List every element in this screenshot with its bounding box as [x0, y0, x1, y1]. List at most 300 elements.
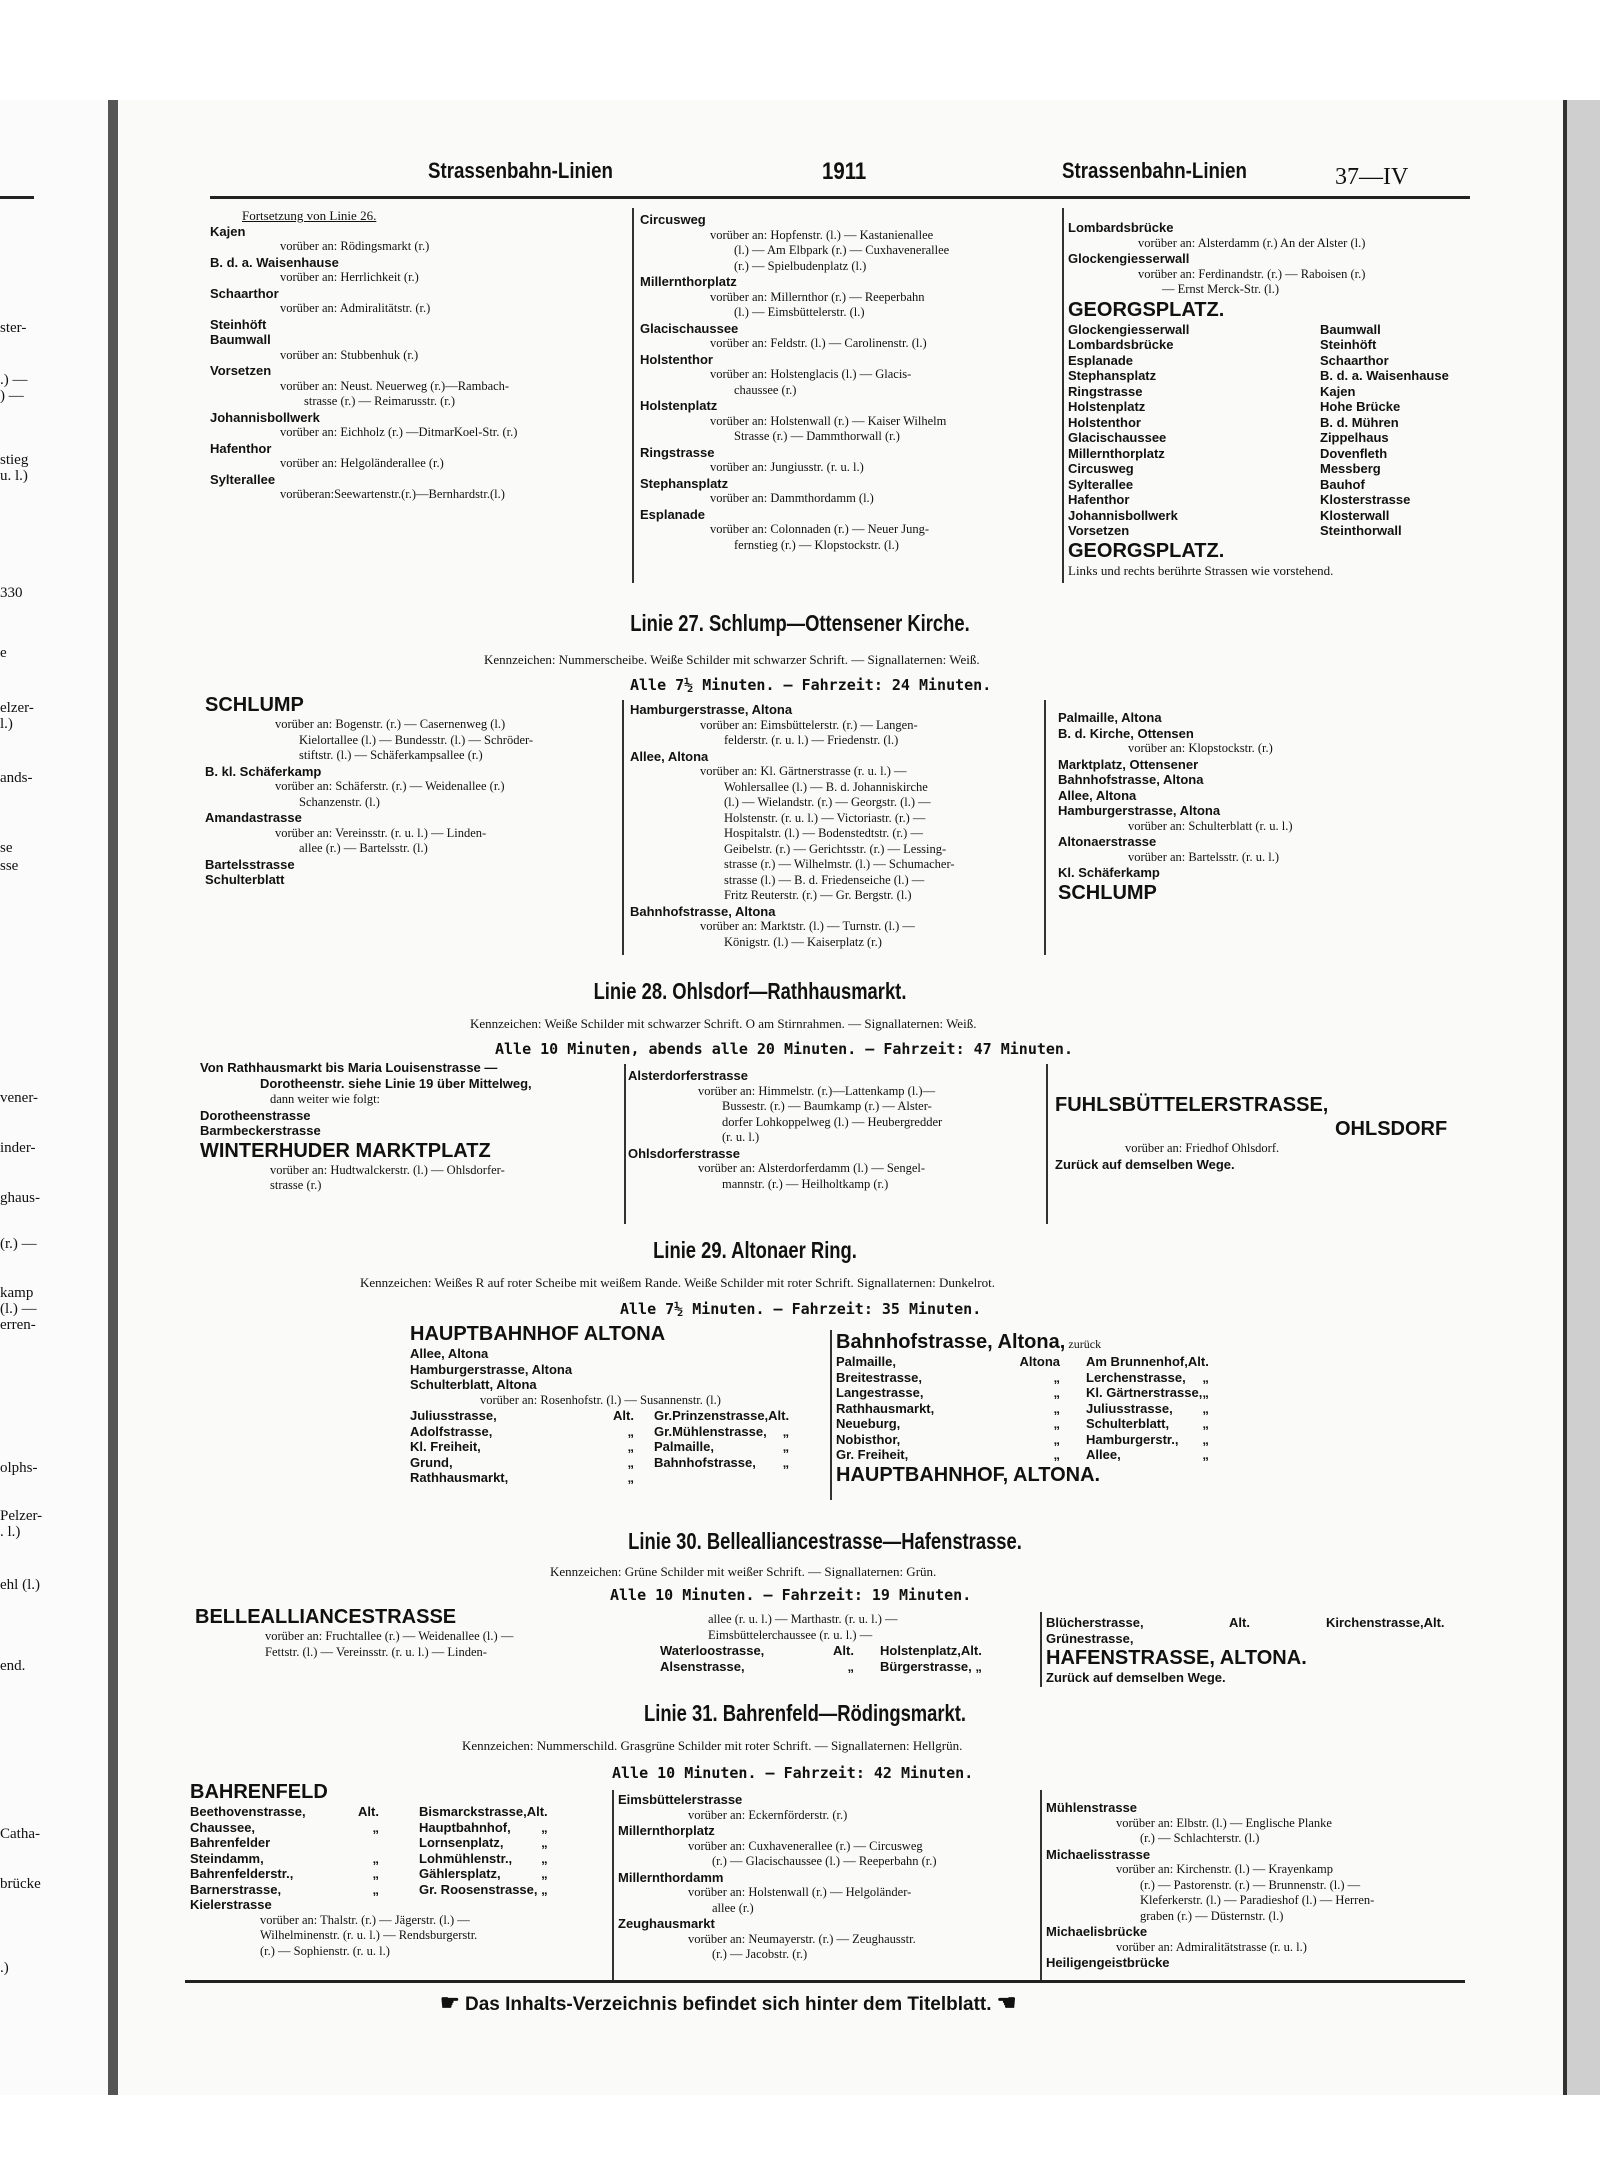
stop-town: Altona — [1019, 1354, 1060, 1369]
via: strasse (l.) — B. d. Friedenseiche (l.) — — [724, 872, 925, 887]
via: Bussestr. (r.) — Baumkamp (r.) — Alster- — [722, 1099, 932, 1113]
stop: Hamburgerstrasse, Altona — [410, 1361, 573, 1377]
stop-major: OHLSDORF — [1335, 1118, 1448, 1140]
via: vorüber an: Hudtwalckerstr. (l.) — Ohlsdorfer- — [270, 1162, 505, 1177]
stop-row — [836, 1401, 1066, 1417]
line27-alle: Alle 7½ Minuten. — Fahrzeit: 24 Minuten. — [630, 676, 992, 694]
stop: Steinhöft — [1320, 337, 1377, 352]
stop: Schaarthor — [210, 285, 279, 301]
stop-row — [836, 1370, 1066, 1386]
stop-name: Neueburg, — [836, 1416, 901, 1431]
via: vorüber an: Holstenwall (r.) — Helgoländer- — [688, 1885, 912, 1899]
line29-alle: Alle 7½ Minuten. — Fahrzeit: 35 Minuten. — [620, 1300, 982, 1318]
line28-col2 — [628, 1068, 1048, 1192]
stop-row — [660, 1643, 860, 1659]
footer-note — [440, 1990, 1017, 2016]
stop-town: Alt. — [768, 1408, 790, 1423]
stop-name: Schulterblatt, — [1086, 1416, 1170, 1431]
stop: Esplanade — [1068, 352, 1134, 368]
via: vorüber an: Jungiusstr. (r. u. l.) — [710, 460, 864, 474]
stop-name: Gr.Prinzenstrasse, — [654, 1408, 769, 1423]
stop: Michaelisbrücke — [1046, 1924, 1148, 1939]
stop-town: „ — [1202, 1369, 1209, 1385]
stop-major: Bahnhofstrasse, Altona, — [836, 1331, 1066, 1353]
stop-town: „ — [372, 1850, 379, 1866]
via: (r.) — Sophienstr. (r. u. l.) — [260, 1943, 390, 1958]
stop: Hafenthor — [210, 440, 272, 456]
bottom-margin — [118, 2095, 1600, 2177]
line28-alle: Alle 10 Minuten, abends alle 20 Minuten. — Fahrzeit: 47 Minuten. — [495, 1040, 1073, 1058]
stop-row — [654, 1424, 795, 1440]
stop-town: „ — [541, 1881, 548, 1897]
line29-kennzeichen: Kennzeichen: Weißes R auf roter Scheibe mit weißem Rande. Weiße Schilder mit roter Schrift. Signallaternen: Dunkelrot. — [360, 1275, 995, 1290]
stop-name: Kl. Freiheit, — [410, 1439, 481, 1454]
via: strasse (r.) — Wilhelmstr. (l.) — Schumacher- — [724, 857, 955, 871]
stop-row — [1086, 1416, 1215, 1432]
stop-name: Lerchenstrasse, — [1086, 1369, 1186, 1385]
stop: Millernthorplatz — [1068, 445, 1165, 461]
via: Geibelstr. (r.) — Gerichtsstr. (r.) — Lessing- — [724, 841, 947, 856]
stop-town: „ — [1053, 1369, 1060, 1385]
stop: Michaelisstrasse — [1046, 1846, 1151, 1862]
via: vorüber an: Cuxhavenerallee (r.) — Circusweg — [688, 1838, 923, 1853]
stop: Johannisbollwerk — [1068, 507, 1178, 523]
via: Wohlersallee (l.) — B. d. Johanniskirche — [724, 779, 928, 794]
stop: Schulterblatt — [205, 872, 285, 887]
stop-row — [836, 1354, 1066, 1370]
stop-town: „ — [1053, 1431, 1060, 1447]
margin-fragment: e — [0, 645, 7, 661]
line31-alle: Alle 10 Minuten. — Fahrzeit: 42 Minuten. — [612, 1764, 974, 1782]
via: vorüber an: Fruchtallee (r.) — Weidenallee (l.) — — [265, 1629, 514, 1643]
divider — [624, 1064, 626, 1224]
stop: Mühlenstrasse — [1046, 1800, 1138, 1815]
stop: Hohe Brücke — [1320, 399, 1401, 414]
stop-row — [419, 1835, 554, 1851]
stop: Hamburgerstrasse, Altona — [630, 702, 793, 717]
line30-col3 — [1046, 1615, 1486, 1686]
stop-row — [654, 1455, 795, 1471]
continued-note: Fortsetzung von Linie 26. — [242, 208, 377, 223]
stop-name: Bahrenfelder — [190, 1835, 271, 1850]
stop-town — [1250, 1631, 1256, 1647]
stop: Lombardsbrücke — [1068, 337, 1174, 352]
stop-row — [419, 1820, 554, 1836]
stop: Baumwall — [1320, 321, 1381, 337]
end-terminus: HAFENSTRASSE, ALTONA. — [1046, 1647, 1307, 1669]
stop-row — [190, 1820, 385, 1836]
stop: Millernthorplatz — [640, 274, 737, 289]
stop: Steinhöft — [210, 316, 267, 332]
via: vorüber an: Admiralitätstr. (r.) — [280, 301, 431, 315]
stop: Heiligengeistbrücke — [1046, 1955, 1170, 1970]
stop-town: „ — [782, 1454, 790, 1470]
terminus: GEORGSPLATZ. — [1068, 539, 1225, 562]
via: allee (r.) — [712, 1900, 754, 1915]
stop-name: Lohmühlenstr., — [419, 1850, 513, 1866]
stop-row — [410, 1455, 640, 1471]
stop: B. d. a. Waisenhause — [210, 254, 339, 270]
stop-row — [410, 1408, 640, 1424]
via: vorüber an: Kl. Gärtnerstrasse (r. u. l.) — — [700, 764, 907, 778]
stop-town: „ — [1053, 1385, 1060, 1400]
via: (r.) — Pastorenstr. (r.) — Brunnenstr. (l.) — — [1140, 1877, 1361, 1892]
stop-town: Alt. — [833, 1643, 854, 1658]
via: vorüber an: Feldstr. (l.) — Carolinenstr. (l.) — [710, 336, 927, 350]
margin-fragment: sse — [0, 858, 19, 874]
via: vorüber an: Elbstr. (l.) — Englische Planke — [1116, 1815, 1332, 1830]
margin-fragment: erren- — [0, 1317, 36, 1333]
stop-row — [660, 1659, 860, 1675]
stop-town: „ — [847, 1658, 854, 1674]
via: vorüber an: Dammthordamm (l.) — [710, 491, 874, 505]
margin-fragment: ster- — [0, 320, 27, 336]
stop-row — [419, 1804, 554, 1820]
stop-name: Gr.Mühlenstrasse, — [654, 1423, 767, 1439]
stop-town: „ — [541, 1850, 548, 1866]
via: (r.) — Jacobstr. (r.) — [712, 1947, 808, 1961]
stop: B. d. a. Waisenhause — [1320, 368, 1449, 383]
stop-row — [410, 1470, 640, 1486]
stop-name: Bürgerstrasse, — [880, 1658, 972, 1674]
stop-row — [410, 1439, 640, 1455]
via: vorüber an: Neust. Neuerweg (r.)—Rambach- — [280, 378, 510, 393]
via: vorüber an: Alsterdamm (r.) An der Alster (l.) — [1138, 235, 1366, 250]
stop-name: Waterloostrasse, — [660, 1643, 765, 1658]
via: allee (r.) — Bartelsstr. (l.) — [299, 841, 428, 855]
line31-col1 — [190, 1780, 620, 1959]
stop-row — [836, 1432, 1066, 1448]
divider — [1062, 208, 1064, 583]
stop-row — [836, 1385, 1066, 1401]
margin-rule — [0, 196, 34, 199]
stop-major: FUHLSBÜTTELERSTRASSE, — [1055, 1094, 1329, 1116]
stop-town: Alt. — [526, 1804, 548, 1819]
left-page-edge — [0, 100, 118, 2095]
via: (r.) — Glacischaussee (l.) — Reeperbahn (r.) — [712, 1854, 937, 1868]
stop: Zeughausmarkt — [618, 1916, 715, 1931]
via: Kielortallee (l.) — Bundesstr. (l.) — Schröder- — [299, 732, 534, 747]
via: vorüber an: Holstenglacis (l.) — Glacis- — [710, 367, 912, 381]
via: vorüber an: Colonnaden (r.) — Neuer Jung- — [710, 522, 930, 536]
stop-town: „ — [1202, 1385, 1209, 1400]
stop: B. kl. Schäferkamp — [205, 763, 322, 779]
stop-name: Gählersplatz, — [419, 1866, 501, 1881]
via: vorüber an: Admiralitätstrasse (r. u. l.) — [1116, 1939, 1307, 1954]
via: vorüber an: Kirchenstr. (l.) — Krayenkamp — [1116, 1862, 1333, 1876]
stop: Baumwall — [210, 332, 271, 347]
stop-name: Rathhausmarkt, — [410, 1470, 509, 1485]
stop-name: Breitestrasse, — [836, 1369, 922, 1385]
end-terminus: HAUPTBAHNHOF, ALTONA. — [836, 1463, 1101, 1486]
bottom-rule — [185, 1980, 1465, 1983]
divider — [1044, 700, 1046, 955]
via: Königstr. (l.) — Kaiserplatz (r.) — [724, 934, 882, 949]
stop: Vorsetzen — [1068, 523, 1130, 538]
margin-fragment: Pelzer- — [0, 1508, 43, 1524]
stop: Millernthordamm — [618, 1869, 724, 1885]
via: vorüber an: Schäferstr. (r.) — Weidenallee (r.) — [275, 779, 505, 793]
stop-town: „ — [975, 1658, 982, 1674]
line28-col3 — [1055, 1093, 1475, 1172]
stop-name: Juliusstrasse, — [410, 1408, 497, 1423]
stop: Hafenthor — [1068, 492, 1130, 507]
via: vorüber an: Klopstockstr. (r.) — [1128, 741, 1273, 755]
margin-fragment: ands- — [0, 770, 33, 786]
margin-fragment: 330 — [0, 585, 23, 601]
margin-fragment: kamp — [0, 1285, 34, 1301]
stop-town: Alt. — [613, 1408, 634, 1423]
terminus: GEORGSPLATZ. — [1068, 298, 1225, 321]
via: vorüber an: Millernthor (r.) — Reeperbahn — [710, 289, 925, 304]
line28-kennzeichen: Kennzeichen: Weiße Schilder mit schwarzer Schrift. O am Stirnrahmen. — Signallaternen: Weiß. — [470, 1016, 977, 1031]
stop-name: Grünestrasse, — [1046, 1630, 1134, 1646]
stop-row — [654, 1439, 795, 1455]
stop-row — [419, 1866, 554, 1882]
stop: Allee, Altona — [630, 748, 709, 764]
stop-row — [836, 1447, 1066, 1463]
via: Schanzenstr. (l.) — [299, 794, 380, 809]
via: vorüber an: Marktstr. (l.) — Turnstr. (l.) — — [700, 919, 915, 933]
route-note: Von Rathhausmarkt bis Maria Louisenstrasse — — [200, 1060, 498, 1075]
via: vorüber an: Holstenwall (r.) — Kaiser Wilhelm — [710, 413, 947, 428]
stop: Palmaille, Altona — [1058, 710, 1162, 725]
stop: Kielerstrasse — [190, 1897, 272, 1912]
line31-kennzeichen: Kennzeichen: Nummerschild. Grasgrüne Schilder mit roter Schrift. — Signallaternen: Hellgrün. — [462, 1738, 963, 1753]
stop: Dovenfleth — [1320, 445, 1388, 461]
via: vorüber an: Eimsbüttelerstr. (r.) — Langen- — [700, 717, 918, 732]
stop-row — [190, 1835, 385, 1851]
stop-town: „ — [782, 1439, 790, 1454]
stop: Glacischaussee — [640, 320, 739, 336]
line31-title: Linie 31. Bahrenfeld—Rödingsmarkt. — [643, 1700, 967, 1726]
stop-town: Alt. — [1229, 1615, 1250, 1630]
right-scan-line — [1563, 100, 1567, 2095]
line27-title: Linie 27. Schlump—Ottensener Kirche. — [630, 610, 970, 636]
stop: Zippelhaus — [1320, 430, 1389, 445]
stop-row — [1086, 1432, 1215, 1448]
via: mannstr. (r.) — Heilholtkamp (r.) — [722, 1176, 889, 1191]
via: (r. u. l.) — [722, 1130, 760, 1144]
line30-col1 — [195, 1605, 625, 1660]
start-terminus: BAHRENFELD — [190, 1781, 328, 1803]
start-terminus: SCHLUMP — [205, 694, 304, 716]
via: (l.) — Am Elbpark (r.) — Cuxhavenerallee — [734, 243, 950, 257]
stop-row — [410, 1424, 640, 1440]
stop-town: Alt. — [960, 1643, 982, 1658]
stop: Steinthorwall — [1320, 523, 1402, 538]
via: vorüber an: Himmelstr. (r.)—Lattenkamp (l.)— — [698, 1083, 936, 1098]
stop-name: Langestrasse, — [836, 1385, 924, 1400]
via: chaussee (r.) — [734, 382, 797, 397]
stop-name: Gr. Freiheit, — [836, 1447, 909, 1462]
stop-town: „ — [1053, 1447, 1060, 1462]
via: vorüber an: Friedhof Ohlsdorf. — [1125, 1141, 1280, 1155]
stop-row — [836, 1416, 1066, 1432]
stop-town: „ — [1202, 1431, 1209, 1447]
direction-note: zurück — [1068, 1337, 1102, 1351]
via: dorfer Lohkoppelweg (l.) — Heubergredder — [722, 1114, 943, 1129]
via: graben (r.) — Düsternstr. (l.) — [1140, 1908, 1284, 1923]
stop: Schaarthor — [1320, 352, 1389, 368]
stop-name: Beethovenstrasse, — [190, 1804, 306, 1819]
stop: Circusweg — [640, 212, 706, 227]
stop-name: Bahrenfelderstr., — [190, 1866, 294, 1881]
stop-name: Allee, — [1086, 1447, 1121, 1462]
via: Fritz Reuterstr. (r.) — Gr. Bergstr. (l.) — [724, 888, 912, 902]
stop-name: Juliusstrasse, — [1086, 1400, 1173, 1416]
stop: Ringstrasse — [1068, 383, 1143, 399]
stop-row — [880, 1643, 988, 1659]
stop-name: Palmaille, — [836, 1354, 896, 1369]
stop: Holstenplatz — [640, 398, 718, 413]
stop-town: „ — [541, 1866, 548, 1881]
line29-left — [410, 1322, 830, 1486]
stop-row — [190, 1882, 385, 1898]
stop-row — [419, 1851, 554, 1867]
line27-kennzeichen: Kennzeichen: Nummerscheibe. Weiße Schilder mit schwarzer Schrift. — Signallaternen: Weiß. — [484, 652, 980, 667]
header-left: Strassenbahn-Linien — [428, 158, 613, 183]
stop-name: Hauptbahnhof, — [419, 1819, 511, 1835]
margin-fragment: ehl (l.) — [0, 1577, 40, 1593]
divider — [830, 1330, 832, 1500]
stop-town: Alt. — [358, 1804, 379, 1819]
stop: Ringstrasse — [640, 444, 715, 460]
stop: Bahnhofstrasse, Altona — [630, 903, 776, 919]
stop-name: Lornsenplatz, — [419, 1835, 504, 1850]
stop-town: „ — [372, 1866, 379, 1881]
via: vorüber an: Rosenhofstr. (l.) — Susannenstr. (l.) — [480, 1392, 721, 1407]
stop-name: Bismarckstrasse, — [419, 1804, 527, 1819]
via: Strasse (r.) — Dammthorwall (r.) — [734, 429, 900, 443]
via: vorüber an: Eichholz (r.) —DitmarKoel-Str. (r.) — [280, 425, 518, 439]
stop: Allee, Altona — [410, 1346, 489, 1361]
stop: Glockengiesserwall — [1068, 321, 1190, 337]
stop-town — [379, 1835, 385, 1851]
stop-name: Kl. Gärtnerstrasse, — [1086, 1385, 1203, 1400]
line27-col1 — [205, 693, 625, 888]
stop-name: Nobisthor, — [836, 1431, 901, 1447]
stop-row — [880, 1659, 988, 1675]
header-right: Strassenbahn-Linien — [1062, 158, 1247, 183]
stop: Kajen — [210, 223, 246, 239]
divider — [1046, 1064, 1048, 1224]
via: vorüber an: Schulterblatt (r. u. l.) — [1128, 818, 1293, 833]
line27-col2 — [630, 702, 1050, 950]
stop: Esplanade — [640, 506, 706, 522]
via: (r.) — Spielbudenplatz (l.) — [734, 258, 867, 273]
stop: Kajen — [1320, 383, 1356, 399]
via: allee (r. u. l.) — Marthastr. (r. u. l.) — — [708, 1612, 898, 1626]
via: Fettstr. (l.) — Vereinsstr. (r. u. l.) — Linden- — [265, 1644, 487, 1659]
divider — [1040, 1790, 1042, 1980]
via: vorüber an: Vereinsstr. (r. u. l.) — Linden- — [275, 825, 487, 840]
margin-fragment: u. l.) — [0, 468, 28, 484]
line27-col3 — [1058, 710, 1478, 905]
note: Links und rechts berührte Strassen wie vorstehend. — [1068, 562, 1334, 578]
stop: Amandastrasse — [205, 810, 302, 825]
stop-town: „ — [782, 1423, 790, 1439]
via: Eimsbüttelerchaussee (r. u. l.) — — [708, 1627, 873, 1642]
via: vorüberan:Seewartenstr.(r.)—Bernhardstr.(l.) — [280, 487, 505, 501]
stop: Bahnhofstrasse, Altona — [1058, 772, 1204, 787]
stop: Lombardsbrücke — [1068, 220, 1174, 235]
stop: B. d. Kirche, Ottensen — [1058, 725, 1194, 741]
stop-town: Alt. — [1423, 1615, 1445, 1630]
via: vorüber an: Bogenstr. (r.) — Casernenweg (l.) — [275, 717, 506, 731]
stop: Glacischaussee — [1068, 430, 1167, 445]
stop-major: WINTERHUDER MARKTPLATZ — [200, 1139, 491, 1162]
line31-col2 — [618, 1792, 1038, 1963]
stop-town: „ — [372, 1819, 379, 1835]
via: vorüber an: Helgoländerallee (r.) — [280, 456, 444, 470]
via: strasse (r.) — [270, 1178, 322, 1192]
via: stiftstr. (l.) — Schäferkampsallee (r.) — [299, 748, 483, 762]
stop: B. d. Mühren — [1320, 414, 1399, 430]
margin-fragment: Catha- — [0, 1826, 40, 1842]
margin-fragment: l.) — [0, 716, 13, 732]
stop: Marktplatz, Ottensener — [1058, 756, 1199, 772]
margin-fragment: olphs- — [0, 1460, 38, 1476]
footer-text: Das Inhalts-Verzeichnis befindet sich hinter dem Titelblatt. — [465, 1994, 992, 2015]
stop: Messberg — [1320, 461, 1381, 476]
via: vorüber an: Neumayerstr. (r.) — Zeughausstr. — [688, 1931, 916, 1946]
stop-town: „ — [372, 1881, 379, 1897]
pointing-hand-left-icon: ☚ — [996, 1990, 1017, 2015]
stop: Holstenthor — [1068, 414, 1141, 430]
stop: Holstenthor — [640, 351, 713, 367]
stop-name: Adolfstrasse, — [410, 1423, 493, 1439]
via: Hospitalstr. (l.) — Bodenstedtstr. (r.) — — [724, 826, 923, 840]
stop-name: Gr. Roosenstrasse, — [419, 1881, 538, 1897]
header-year: 1911 — [822, 158, 867, 185]
margin-fragment: inder- — [0, 1140, 36, 1156]
stop-row — [1086, 1447, 1215, 1463]
line30-col2 — [660, 1612, 1060, 1674]
stop-row — [190, 1804, 385, 1820]
stop-name: Kirchenstrasse, — [1326, 1615, 1424, 1630]
via: felderstr. (r. u. l.) — Friedenstr. (l.) — [724, 733, 899, 747]
via: vorüber an: Thalstr. (r.) — Jägerstr. (l.) — — [260, 1912, 470, 1927]
stop: Klosterwall — [1320, 507, 1390, 523]
via: (l.) — Wielandstr. (r.) — Georgstr. (l.) — — [724, 795, 931, 809]
stop: Barmbeckerstrasse — [200, 1123, 321, 1138]
stop: Sylterallee — [1068, 476, 1134, 492]
divider — [1040, 1612, 1042, 1687]
stop-row — [419, 1882, 554, 1898]
stop-row — [1086, 1370, 1215, 1386]
stop-name: Chaussee, — [190, 1819, 256, 1835]
stop-name: Grund, — [410, 1454, 453, 1470]
stop-town: „ — [541, 1819, 548, 1835]
stop-row — [1086, 1385, 1215, 1401]
stop-town: „ — [1053, 1400, 1060, 1416]
stop: Schulterblatt, Altona — [410, 1377, 537, 1392]
page-number: 37—IV — [1335, 164, 1409, 190]
via: vorüber an: Herrlichkeit (r.) — [280, 270, 419, 284]
stop-town: „ — [1202, 1447, 1209, 1462]
via: strasse (r.) — Reimarusstr. (r.) — [304, 394, 456, 408]
stop-name: Barnerstrasse, — [190, 1881, 282, 1897]
divider — [612, 1790, 614, 1980]
margin-fragment: (r.) — — [0, 1236, 37, 1252]
line26-col1 — [210, 208, 630, 503]
stop: Glockengiesserwall — [1068, 251, 1190, 266]
stop: Ohlsdorferstrasse — [628, 1145, 740, 1161]
margin-fragment: vener- — [0, 1090, 39, 1106]
via: fernstieg (r.) — Klopstockstr. (l.) — [734, 537, 899, 552]
stop-name: Holstenplatz, — [880, 1643, 961, 1658]
